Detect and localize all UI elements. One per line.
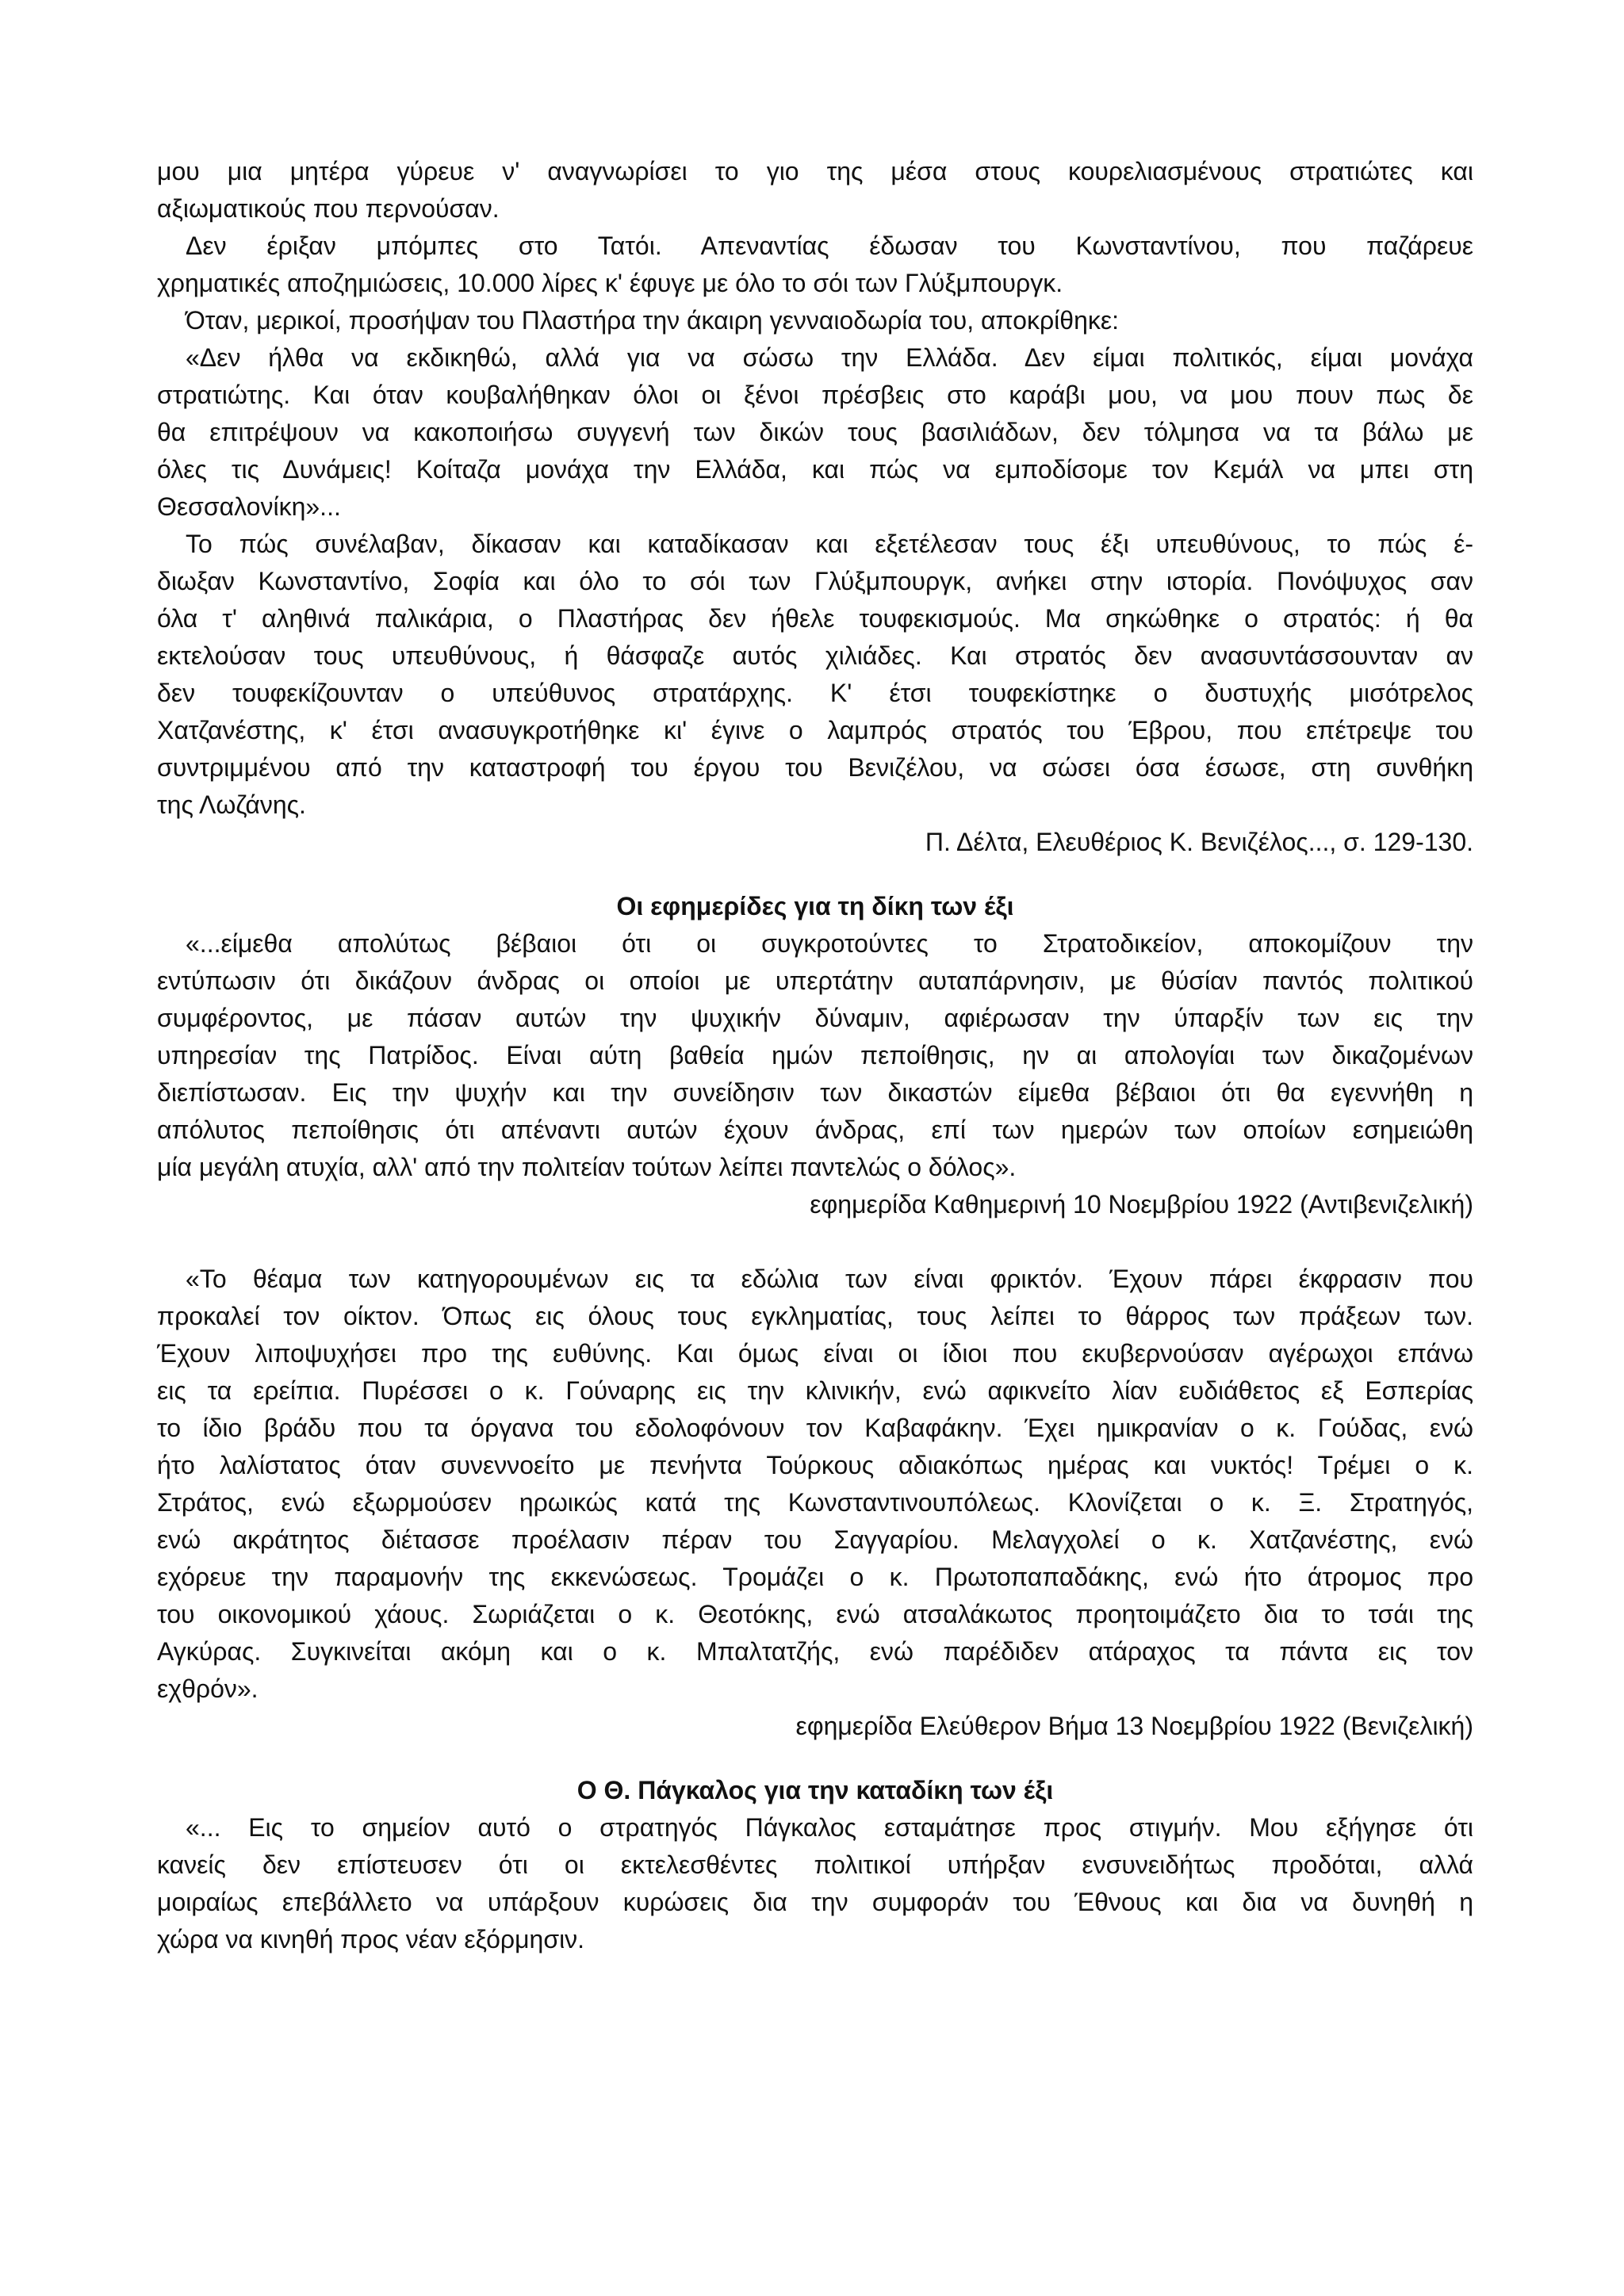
newspapers-section <box>157 888 1473 1745</box>
source-citation: εφημερίδα Καθημερινή 10 Νοεμβρίου 1922 (Αντιβενιζελική) <box>810 1190 1473 1219</box>
text-line: υπηρεσίαν της Πατρίδος. Είναι αύτη βαθεία ημών πεποίθησις, ην αι απολογίαι των δικαζομένων <box>157 1041 1473 1070</box>
text-line: Δεν έριξαν μπόμπες στο Τατόι. Απεναντίας έδωσαν του Κωνσταντίνου, που παζάρευε <box>186 232 1473 260</box>
text-line: στρατιώτης. Και όταν κουβαλήθηκαν όλοι οι ξένοι πρέσβεις στο καράβι μου, να μου πουν πως δε <box>157 381 1473 409</box>
source-citation: εφημερίδα Ελεύθερον Βήμα 13 Νοεμβρίου 1922 (Βενιζελική) <box>795 1712 1473 1740</box>
text-line: όλα τ' αληθινά παλικάρια, ο Πλαστήρας δεν ήθελε τουφεκισμούς. Μα σηκώθηκε ο στρατός: ή θα <box>157 604 1473 633</box>
text-line: Στράτος, ενώ εξωρμούσεν ηρωικώς κατά της Κωνσταντινουπόλεως. Κλονίζεται ο κ. Ξ. Στρατηγός, <box>157 1488 1473 1517</box>
text-line: απόλυτος πεποίθησις ότι απέναντι αυτών έχουν άνδρας, επί των ημερών των οποίων εσημειώθη <box>157 1115 1473 1144</box>
text-line: όλες τις Δυνάμεις! Κοίταζα μονάχα την Ελλάδα, και πώς να εμποδίσομε τον Κεμάλ να μπει στη <box>157 455 1473 484</box>
text-line: Έχουν λιποψυχήσει προ της ευθύνης. Και όμως είναι οι ίδιοι που εκυβερνούσαν αγέρωχοι επάνω <box>157 1339 1473 1368</box>
text-line: «...είμεθα απολύτως βέβαιοι ότι οι συγκροτούντες το Στρατοδικείον, αποκομίζουν την <box>186 929 1473 958</box>
text-line: θα επιτρέψουν να κακοποιήσω συγγενή των δικών τους βασιλιάδων, δεν τόλμησα να τα βάλω με <box>157 418 1473 446</box>
quote-kathimerini <box>157 925 1473 1223</box>
intro-text <box>157 153 1473 861</box>
text-line: ενώ ακράτητος διέτασσε προέλασιν πέραν του Σαγγαρίου. Μελαγχολεί ο κ. Χατζανέστης, ενώ <box>157 1525 1473 1554</box>
pangalos-section <box>157 1772 1473 1958</box>
text-line: Χατζανέστης, κ' έτσι ανασυγκροτήθηκε κι' έγινε ο λαμπρός στρατός του Έβρου, που επέτρεψε του <box>157 716 1473 744</box>
quote-eleftheron-vima <box>157 1261 1473 1745</box>
text-line: μου μια μητέρα γύρευε ν' αναγνωρίσει το γιο της μέσα στους κουρελιασμένους στρατιώτες και <box>157 157 1473 186</box>
text-line: μία μεγάλη ατυχία, αλλ' από την πολιτείαν τούτων λείπει παντελώς ο δόλος». <box>157 1153 1017 1181</box>
text-line: εκτελούσαν τους υπευθύνους, ή θάσφαζε αυτός χιλιάδες. Και στρατός δεν ανασυντάσσουνταν αν <box>157 641 1473 670</box>
text-line: χρηματικές αποζημιώσεις, 10.000 λίρες κ' έφυγε με όλο το σόι των Γλύξμπουργκ. <box>157 269 1063 297</box>
text-line: αξιωματικούς που περνούσαν. <box>157 194 500 223</box>
source-citation: Π. Δέλτα, Ελευθέριος Κ. Βενιζέλος..., σ. 129-130. <box>925 828 1473 856</box>
text-line: της Λωζάνης. <box>157 790 306 819</box>
text-line: εις τα ερείπια. Πυρέσσει ο κ. Γούναρης εις την κλινικήν, ενώ αφικνείτο λίαν ευδιάθετος εξ Εσπερίας <box>157 1376 1473 1405</box>
text-line: χώρα να κινηθή προς νέαν εξόρμησιν. <box>157 1925 585 1954</box>
text-line: ήτο λαλίστατος όταν συνεννοείτο με πενήντα Τούρκους αδιακόπως ημέρας και νυκτός! Τρέμει ο κ. <box>157 1451 1473 1479</box>
document-page <box>157 153 1473 1958</box>
text-line: μοιραίως επεβάλλετο να υπάρξουν κυρώσεις δια την συμφοράν του Έθνους και δια να δυνηθή η <box>157 1888 1473 1916</box>
text-line: του οικονομικού χάους. Σωριάζεται ο κ. Θεοτόκης, ενώ ατσαλάκωτος προητοιμάζετο δια το τσάι της <box>157 1600 1473 1628</box>
text-line: κανείς δεν επίστευσεν ότι οι εκτελεσθέντες πολιτικοί υπήρξαν ενσυνειδήτως προδόται, αλλά <box>157 1850 1473 1879</box>
text-line: το ίδιο βράδυ που τα όργανα του εδολοφόνουν τον Καβαφάκην. Έχει ημικρανίαν ο κ. Γούδας, ενώ <box>157 1414 1473 1442</box>
text-line: προκαλεί τον οίκτον. Όπως εις όλους τους εγκληματίας, τους λείπει το θάρρος των πράξεων των. <box>157 1302 1473 1330</box>
text-line: διωξαν Κωνσταντίνο, Σοφία και όλο το σόι των Γλύξμπουργκ, ανήκει στην ιστορία. Πονόψυχος σαν <box>157 567 1473 595</box>
text-line: εντύπωσιν ότι δικάζουν άνδρας οι οποίοι με υπερτάτην αυταπάρνησιν, με θύσίαν παντός πολιτικού <box>157 966 1473 995</box>
text-line: «Δεν ήλθα να εκδικηθώ, αλλά για να σώσω την Ελλάδα. Δεν είμαι πολιτικός, είμαι μονάχα <box>186 343 1473 372</box>
section-heading: Οι εφημερίδες για τη δίκη των έξι <box>616 892 1014 920</box>
text-line: εχθρόν». <box>157 1674 259 1703</box>
text-line: εχόρευε την παραμονήν της εκκενώσεως. Τρομάζει ο κ. Πρωτοπαπαδάκης, ενώ ήτο άτρομος προ <box>157 1563 1473 1591</box>
text-line: Αγκύρας. Συγκινείται ακόμη και ο κ. Μπαλτατζής, ενώ παρέδιδεν ατάραχος τα πάντα εις τον <box>157 1637 1473 1666</box>
spacer <box>157 1223 1473 1261</box>
text-line: «Το θέαμα των κατηγορουμένων εις τα εδώλια των είναι φρικτόν. Έχουν πάρει έκφρασιν που <box>186 1265 1473 1293</box>
text-line: δεν τουφεκίζουνταν ο υπεύθυνος στρατάρχης. Κ' έτσι τουφεκίστηκε ο δυστυχής μισότρελος <box>157 679 1473 707</box>
text-line: διεπίστωσαν. Εις την ψυχήν και την συνείδησιν των δικαστών είμεθα βέβαιοι ότι θα εγεννήθη η <box>157 1078 1473 1107</box>
section-heading: Ο Θ. Πάγκαλος για την καταδίκη των έξι <box>576 1776 1054 1804</box>
text-line: Το πώς συνέλαβαν, δίκασαν και καταδίκασαν και εξετέλεσαν τους έξι υπευθύνους, το πώς έ- <box>186 530 1473 558</box>
text-line: συντριμμένου από την καταστροφή του έργου του Βενιζέλου, να σώσει όσα έσωσε, στη συνθήκη <box>157 753 1473 782</box>
text-line: συμφέροντος, με πάσαν αυτών την ψυχικήν δύναμιν, αφιέρωσαν την ύπαρξίν των εις την <box>157 1004 1473 1032</box>
text-line: Όταν, μερικοί, προσήψαν του Πλαστήρα την άκαιρη γενναιοδωρία του, αποκρίθηκε: <box>186 306 1120 335</box>
text-line: Θεσσαλονίκη»... <box>157 492 341 521</box>
text-line: «... Εις το σημείον αυτό ο στρατηγός Πάγκαλος εσταμάτησε προς στιγμήν. Μου εξήγησε ότι <box>186 1813 1473 1842</box>
